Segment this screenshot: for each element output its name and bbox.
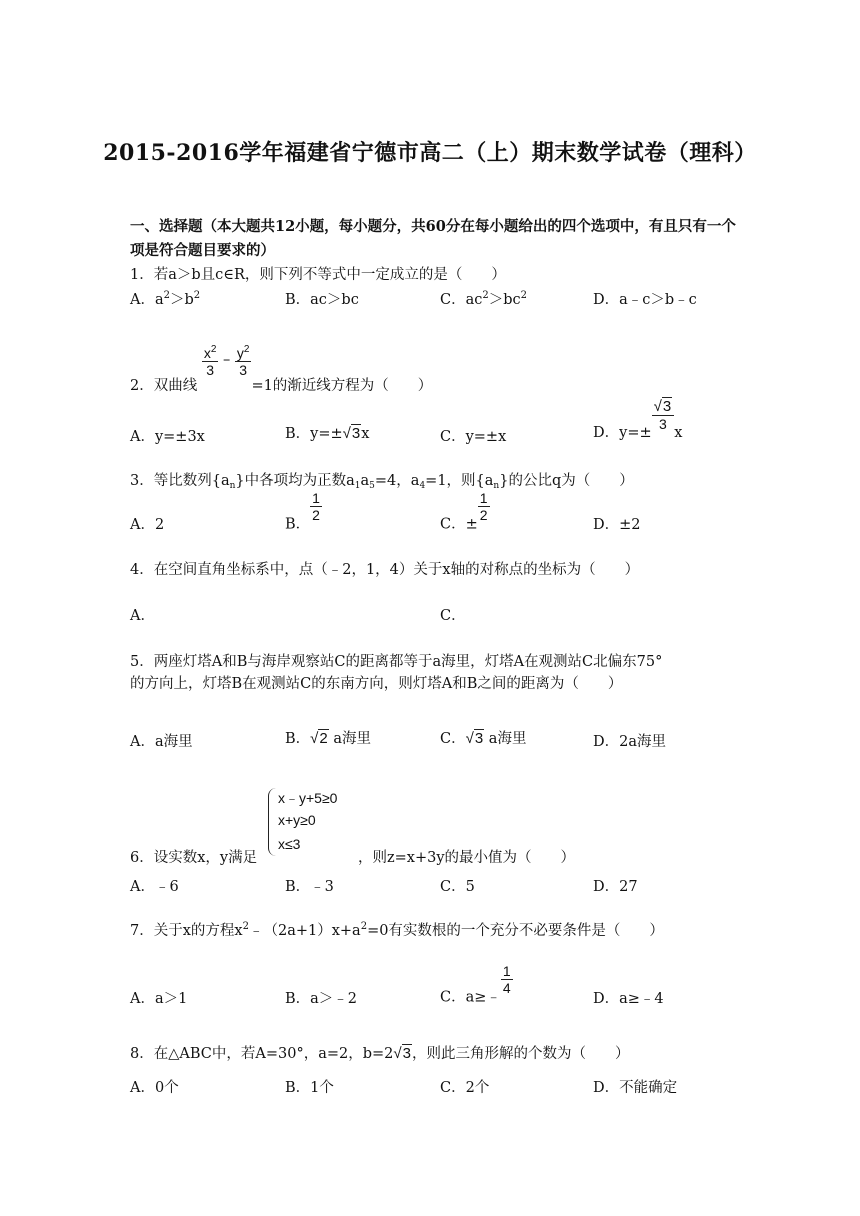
question-1-stem: 1．若a＞b且c∈R，则下列不等式中一定成立的是（ ） [130, 267, 506, 283]
question-8-option-a: A．0个 [130, 1080, 179, 1096]
question-5-option-c: C．√3 a海里 [440, 730, 527, 747]
question-4-option-a: A． [130, 608, 155, 624]
question-7-option-a: A．a＞1 [130, 991, 188, 1007]
y-squared-over-3: $\frac{y^2}{3}$ [236, 344, 250, 378]
question-5-option-b: B．√2 a海里 [285, 730, 371, 747]
question-6-prefix: 6．设实数x，y满足 [130, 850, 258, 866]
question-2-option-c: C．y=±x [440, 429, 507, 445]
question-7-option-c: C．a≥﹣ $\frac{1}{4}$ [440, 963, 511, 1006]
constraint-system [268, 786, 358, 858]
question-7-option-d: D．a≥﹣4 [593, 991, 664, 1007]
question-8-stem: 8．在△ABC中，若A=30°，a=2，b=2√3，则此三角形解的个数为（ ） [130, 1045, 630, 1062]
question-2-option-d: D．y=± $\frac{√3}{3}$ x [593, 398, 683, 441]
left-brace [268, 788, 277, 856]
question-6-suffix: ，则z=x+3y的最小值为（ ） [358, 850, 576, 866]
question-1-option-c: C．$ac^2>bc^2$ [440, 290, 528, 308]
question-3-option-d: D．±2 [593, 517, 641, 533]
question-4-option-c: C． [440, 608, 466, 624]
question-5-option-d: D．2a海里 [593, 734, 666, 750]
question-6-option-a: A．﹣6 [130, 879, 179, 895]
question-6-option-d: D．27 [593, 879, 638, 895]
question-7-option-b: B．a＞﹣2 [285, 991, 358, 1007]
page-title: 2015-2016学年福建省宁德市高二（上）期末数学试卷（理科） [103, 140, 757, 166]
constraint-1: x﹣y+5≥0 [278, 790, 338, 806]
question-2-option-a: A．y=±3x [130, 429, 205, 445]
question-8-option-c: C．2个 [440, 1080, 490, 1096]
question-2-option-b: B．y=±√3x [285, 425, 370, 442]
question-2-stem: 2．双曲线 $\frac{x^2}{3}$ – $\frac{y^2}{3}$ =1的渐近线方程为（ ） [130, 344, 433, 394]
question-5-option-a: A．a海里 [130, 734, 193, 750]
question-1-option-d: D．a﹣c＞b﹣c [593, 292, 697, 308]
question-1-option-b: B．ac＞bc [285, 292, 359, 308]
question-3-option-a: A．2 [130, 517, 165, 533]
question-8-option-b: B．1个 [285, 1080, 334, 1096]
question-5-stem-line1: 5．两座灯塔A和B与海岸观察站C的距离都等于a海里，灯塔A在观测站C北偏东75° [130, 654, 663, 670]
question-6-option-b: B．﹣3 [285, 879, 334, 895]
constraint-2: x+y≥0 [278, 812, 316, 828]
x-squared-over-3: $\frac{x^2}{3}$ [203, 344, 217, 378]
question-6-option-c: C．5 [440, 879, 475, 895]
constraint-3: x≤3 [278, 836, 301, 852]
section-heading: 一、选择题（本大题共12小题，每小题分，共60分在每小题给出的四个选项中，有且只有一个项是符合题目要求的） [130, 218, 736, 259]
question-3-option-b: B． $\frac{1}{2}$ [285, 490, 320, 533]
question-7-stem: 7．关于x的方程$x^2﹣(2a+1)x+a^2=0$有实数根的一个充分不必要条件是（ ） [130, 921, 664, 939]
question-3-option-c: C．± $\frac{1}{2}$ [440, 490, 488, 533]
question-1-option-a: A．$a^2>b^2$ [130, 290, 201, 308]
question-5-stem-line2: 的方向上，灯塔B在观测站C的东南方向，则灯塔A和B之间的距离为（ ） [130, 676, 623, 692]
question-4-stem: 4．在空间直角坐标系中，点（﹣2，1，4）关于x轴的对称点的坐标为（ ） [130, 562, 640, 578]
question-3-stem: 3．等比数列$\{a_n\}$中各项均为正数$a_1a_5=4$，$a_4=1$，则$\{a_n\}$的公比q为（ ） [130, 473, 634, 491]
question-8-option-d: D．不能确定 [593, 1080, 678, 1096]
